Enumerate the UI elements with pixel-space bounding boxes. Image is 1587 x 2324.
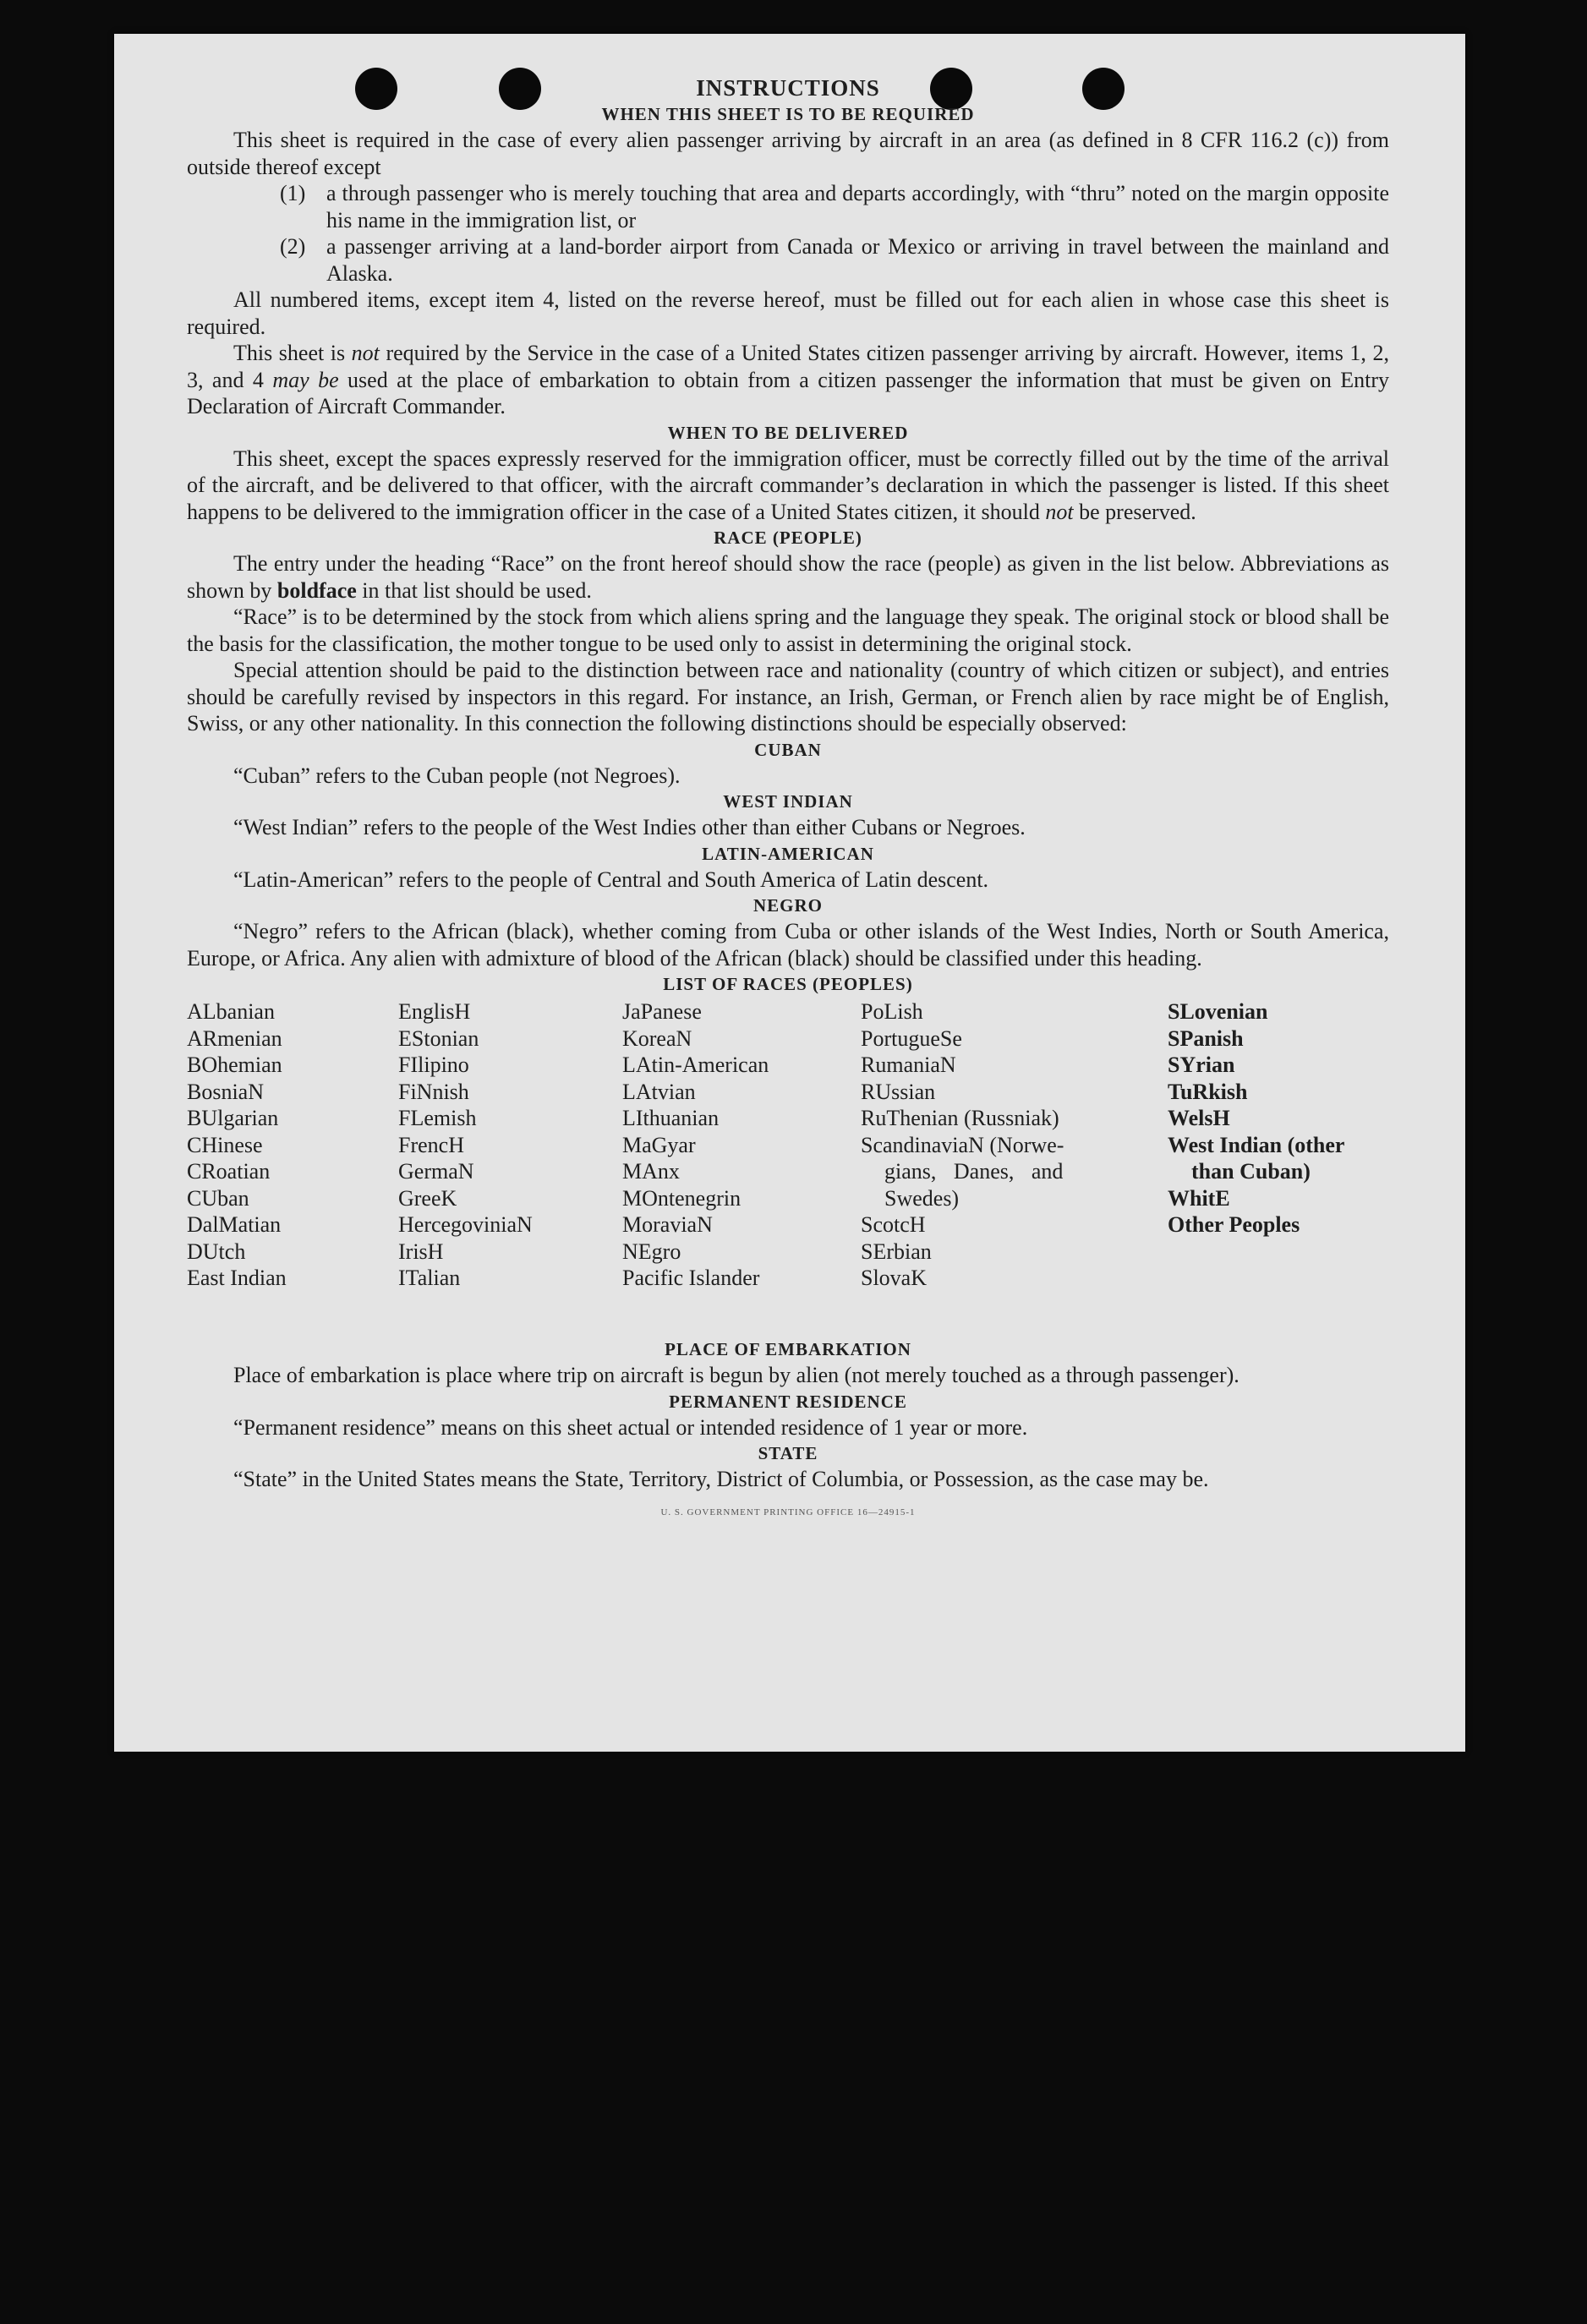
race-item: than Cuban) (1191, 1159, 1311, 1184)
race-item: HercegoviniaN (398, 1212, 533, 1237)
race-item: ALbanian (187, 999, 275, 1024)
race-item: Other Peoples (1168, 1212, 1300, 1237)
race-item: FrencH (398, 1132, 464, 1157)
race-item: East Indian (187, 1266, 287, 1290)
race-item: PoLish (861, 999, 923, 1024)
race-item: RuThenian (Russniak) (861, 1106, 1059, 1130)
race-item: IrisH (398, 1239, 444, 1264)
race-item: LAtin-American (622, 1053, 769, 1077)
text-run-italic: not (1045, 499, 1074, 524)
race-item: SlovaK (861, 1266, 927, 1290)
text-run: used at the place of embarkation to obtain from a citizen passenger the information that must be given on Entry Declaration of Aircraft Commander. (187, 367, 1390, 418)
race-item: BosniaN (187, 1079, 264, 1104)
race-item: MoraviaN (622, 1212, 713, 1237)
races-column-5 (1168, 998, 1389, 1239)
race-item: West Indian (other (1168, 1132, 1345, 1157)
races-column-1 (187, 998, 381, 1292)
races-list (187, 998, 1389, 1337)
west-indian-text: “West Indian” refers to the people of the West Indies other than either Cubans or Negroes. (233, 815, 1026, 839)
text-run: required by the Service in the case of a United States citizen passenger arriving by aircraft. However, items 1, 2, 3, and 4 (187, 341, 1389, 392)
text-run: The entry under the heading “Race” on the front hereof should show the race (people) as given in the list below. Abbreviations as shown by (187, 551, 1389, 603)
race-item: gians, Danes, and (884, 1159, 1064, 1184)
race-item: EnglisH (398, 999, 471, 1024)
text-run-bold: boldface (276, 577, 357, 603)
delivered-text (187, 446, 1389, 526)
race-item: Swedes) (884, 1185, 960, 1211)
residence-text: “Permanent residence” means on this sheet actual or intended residence of 1 year or more. (233, 1414, 1028, 1440)
text-run: in that list should be used. (356, 577, 592, 603)
section-heading-residence: PERMANENT RESIDENCE (669, 1391, 907, 1412)
race-item: TuRkish (1168, 1079, 1248, 1104)
instruction-sheet (114, 34, 1465, 1752)
race-item: PortugueSe (861, 1025, 962, 1051)
section-heading-race: RACE (PEOPLE) (714, 528, 862, 548)
section-heading-required: WHEN THIS SHEET IS TO BE REQUIRED (601, 104, 975, 124)
race-item: JaPanese (622, 999, 702, 1024)
race-item: DUtch (187, 1239, 246, 1264)
printer-imprint: U. S. GOVERNMENT PRINTING OFFICE 16—24915-1 (660, 1506, 916, 1517)
item-number: (2) (280, 234, 306, 259)
race-item: NEgro (622, 1239, 681, 1264)
text-run: This sheet is (233, 341, 352, 365)
race-item: ScandinaviaN (Norwe- (861, 1132, 1064, 1157)
item-number: (1) (280, 181, 306, 205)
required-intro: This sheet is required in the case of every alien passenger arriving by aircraft in an area (as defined in 8 CFR 116.2 (c)) from outside thereof except (187, 128, 1389, 179)
race-para-1 (187, 550, 1389, 604)
text-run: be preserved. (1073, 499, 1196, 524)
required-para-3 (187, 340, 1389, 420)
section-heading-west-indian: WEST INDIAN (723, 791, 853, 812)
race-item: GreeK (398, 1185, 457, 1211)
latin-american-text: “Latin-American” refers to the people of Central and South America of Latin descent. (233, 867, 989, 892)
race-para-3: Special attention should be paid to the distinction between race and nationality (country of which citizen or subject), and entries should be carefully revised by inspectors in this regard. For instance, an Irish, German, or French alien by race might be of English, Swiss, or any other nationality. In this connection the following distinctions should be especially observed: (187, 658, 1389, 735)
race-item: ARmenian (187, 1025, 282, 1051)
section-heading-embarkation: PLACE OF EMBARKATION (665, 1339, 911, 1359)
races-column-4 (861, 998, 1102, 1292)
race-item: MOntenegrin (622, 1185, 742, 1211)
embarkation-text: Place of embarkation is place where trip on aircraft is begun by alien (not merely touched as a through passenger). (233, 1363, 1240, 1387)
text-run-italic: not (351, 341, 380, 365)
race-item: SYrian (1168, 1053, 1235, 1077)
race-item: MAnx (622, 1159, 680, 1184)
race-item: LAtvian (622, 1079, 696, 1104)
section-heading-negro: NEGRO (752, 895, 823, 916)
race-item: BOhemian (187, 1053, 282, 1077)
text-run: This sheet, except the spaces expressly reserved for the immigration officer, must be correctly filled out by the time of the arrival of the aircraft, and be delivered to that officer, with the aircraft commander’s declaration in which the passenger is listed. If this sheet happens to be delivered to the immigration officer in the case of a United States citizen, it should (187, 446, 1389, 524)
race-item: LIthuanian (622, 1106, 720, 1130)
race-item: CUban (187, 1185, 249, 1211)
race-item: Pacific Islander (622, 1266, 760, 1290)
race-item: WelsH (1168, 1106, 1230, 1130)
races-column-3 (622, 998, 851, 1292)
race-item: EStonian (398, 1025, 479, 1051)
race-item: WhitE (1168, 1185, 1230, 1211)
section-heading-races-list: LIST OF RACES (PEOPLES) (663, 974, 913, 994)
cuban-text: “Cuban” refers to the Cuban people (not Negroes). (233, 763, 681, 788)
race-item: RumaniaN (861, 1053, 956, 1077)
item-text: a passenger arriving at a land-border airport from Canada or Mexico or arriving in travel between the mainland and Alaska. (326, 234, 1389, 286)
race-item: FiNnish (398, 1079, 469, 1104)
race-item: RUssian (861, 1079, 936, 1104)
exception-item-2 (187, 233, 1389, 287)
instructions-content (187, 74, 1389, 1526)
race-item: CHinese (187, 1132, 263, 1157)
race-item: FLemish (398, 1106, 477, 1130)
text-run-italic: may be (272, 367, 339, 392)
page-title: INSTRUCTIONS (696, 75, 880, 101)
section-heading-cuban: CUBAN (754, 739, 822, 760)
race-item: ITalian (398, 1266, 461, 1290)
section-heading-delivered: WHEN TO BE DELIVERED (667, 422, 909, 443)
race-item: SErbian (861, 1239, 932, 1264)
race-item: CRoatian (187, 1159, 271, 1184)
race-item: ScotcH (861, 1212, 926, 1237)
section-heading-latin-american: LATIN-AMERICAN (702, 843, 874, 864)
race-item: SLovenian (1168, 999, 1268, 1024)
exception-item-1 (187, 180, 1389, 233)
race-item: GermaN (398, 1159, 474, 1184)
negro-text: “Negro” refers to the African (black), whether coming from Cuba or other islands of the West Indies, North or South America, Europe, or Africa. Any alien with admixture of blood of the African (black) should be classified under this heading. (187, 919, 1389, 971)
race-item: DalMatian (187, 1212, 282, 1237)
section-heading-state: STATE (758, 1443, 818, 1463)
races-column-2 (398, 998, 610, 1292)
race-item: BUlgarian (187, 1106, 279, 1130)
race-item: KoreaN (622, 1025, 692, 1051)
race-item: SPanish (1168, 1025, 1244, 1051)
race-item: MaGyar (622, 1132, 696, 1157)
required-para-2: All numbered items, except item 4, listed on the reverse hereof, must be filled out for each alien in whose case this sheet is required. (187, 287, 1389, 339)
item-text: a through passenger who is merely touching that area and departs accordingly, with “thru” noted on the margin opposite his name in the immigration list, or (326, 181, 1389, 232)
race-item: FIlipino (398, 1053, 469, 1077)
state-text: “State” in the United States means the State, Territory, District of Columbia, or Possession, as the case may be. (233, 1467, 1209, 1491)
race-para-2: “Race” is to be determined by the stock from which aliens spring and the language they speak. The original stock or blood shall be the basis for the classification, the mother tongue to be used only to assist in determining the original stock. (187, 604, 1389, 656)
